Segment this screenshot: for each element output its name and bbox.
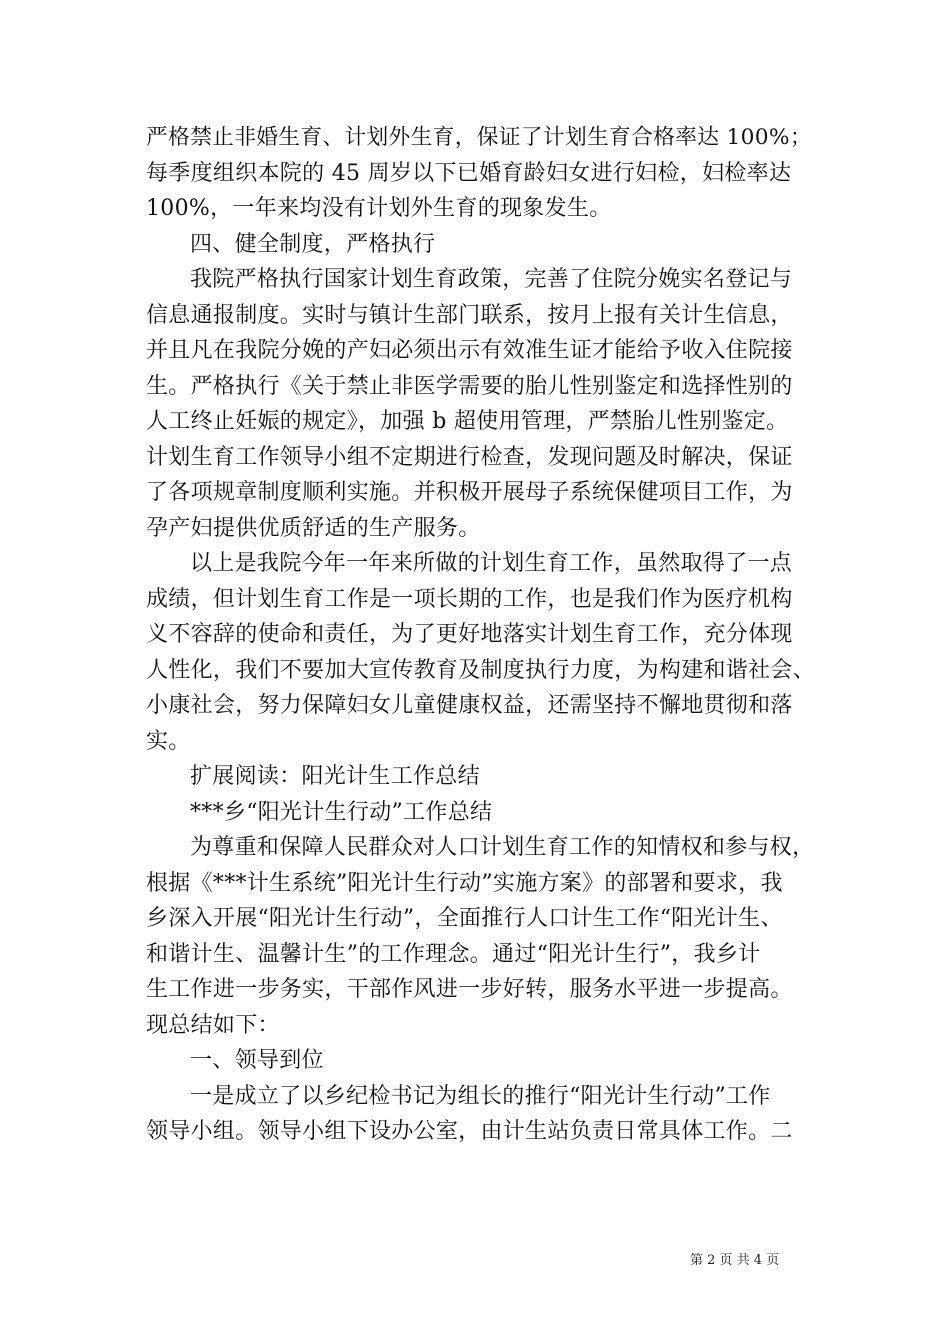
text-line: 和谐计生、温馨计生”的工作理念。通过“阳光计生行”，我乡计 (146, 941, 761, 967)
text-line: 每季度组织本院的 45 周岁以下已婚育龄妇女进行妇检，妇检率达 (146, 160, 792, 186)
text-line: 根据《***计生系统”阳光计生行动”实施方案》的部署和要求，我 (146, 870, 783, 896)
text-line: 严格禁止非婚生育、计划外生育，保证了计划生育合格率达 100%； (146, 125, 812, 150)
text-line: 领导小组。领导小组下设办公室，由计生站负责日常具体工作。二 (146, 1119, 793, 1144)
text-line: 为尊重和保障人民群众对人口计划生育工作的知情权和参与权， (190, 835, 815, 860)
text-line: 实。 (146, 728, 191, 754)
text-line: 一是成立了以乡纪检书记为组长的推行“阳光计生行动”工作 (190, 1083, 771, 1109)
text-line: 信息通报制度。实时与镇计生部门联系，按月上报有关计生信息， (146, 302, 793, 328)
text-line: 孕产妇提供优质舒适的生产服务。 (146, 515, 481, 541)
text-line: 四、健全制度，严格执行 (190, 231, 436, 257)
text-line: 100%，一年来均没有计划外生育的现象发生。 (146, 196, 612, 221)
text-line: 人性化，我们不要加大宣传教育及制度执行力度，为构建和谐社会、 (146, 657, 816, 683)
text-line: 了各项规章制度顺利实施。并积极开展母子系统保健项目工作，为 (146, 480, 793, 505)
text-line: 人工终止妊娠的规定》，加强 b 超使用管理，严禁胎儿性别鉴定。 (146, 409, 789, 434)
text-line: 扩展阅读：阳光计生工作总结 (190, 764, 480, 789)
text-line: 小康社会，努力保障妇女儿童健康权益，还需坚持不懈地贯彻和落 (146, 693, 793, 718)
text-line: 成绩，但计划生育工作是一项长期的工作，也是我们作为医疗机构 (146, 586, 793, 612)
text-line: 计划生育工作领导小组不定期进行检查，发现问题及时解决，保证 (146, 444, 793, 470)
text-line: 我院严格执行国家计划生育政策，完善了住院分娩实名登记与 (190, 267, 793, 292)
text-line: 以上是我院今年一年来所做的计划生育工作，虽然取得了一点 (190, 551, 793, 576)
text-line: 生。严格执行《关于禁止非医学需要的胎儿性别鉴定和选择性别的 (146, 373, 793, 399)
text-line: 义不容辞的使命和责任，为了更好地落实计划生育工作，充分体现 (146, 622, 793, 647)
text-line: 一、领导到位 (190, 1048, 324, 1073)
text-line: 生工作进一步务实，干部作风进一步好转，服务水平进一步提高。 (146, 977, 793, 1002)
text-line: 现总结如下： (146, 1012, 280, 1038)
text-line: 并且凡在我院分娩的产妇必须出示有效准生证才能给予收入住院接 (146, 338, 793, 363)
text-line: 乡深入开展“阳光计生行动”，全面推行人口计生工作“阳光计生、 (146, 906, 783, 931)
document-body (146, 120, 816, 1150)
text-line: ***乡“阳光计生行动”工作总结 (190, 799, 493, 825)
page-number-footer: 第 2 页 共 4 页 (690, 1253, 780, 1268)
